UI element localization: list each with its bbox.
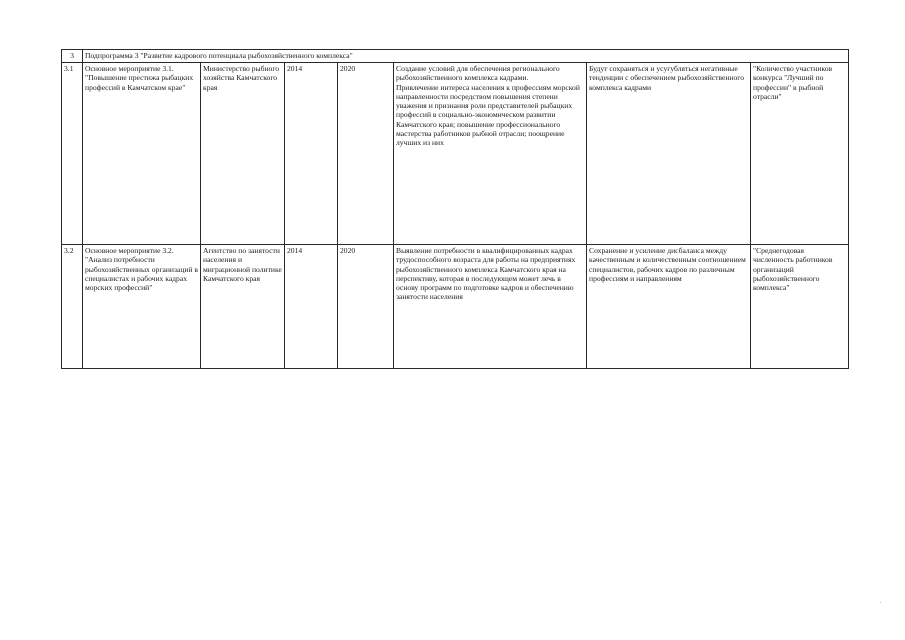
activity-text: Основное мероприятие 3.2. "Анализ потребности рыбохозяйственных организаций в специалистах и рабочих кадрах морских профессий" <box>85 246 199 292</box>
consequences-cell <box>587 245 751 369</box>
subprogram-title: Подпрограмма 3 "Развитие кадрового потенциала рыбохозяйственного комплекса" <box>83 50 849 63</box>
executor-text: Агентство по занятости населения и миграционной политике Камчатского края <box>203 246 282 283</box>
subprogram-number: 3 <box>62 50 83 63</box>
content-text: Выявление потребности в квалифицированных кадрах трудоспособного возраста для работы на предприятиях рыбохозяйственного комплекса Камчатского края на перспективу, которая в последующем может лечь в основу программ по подготовке кадров и обеспечению занятости населения <box>396 246 576 302</box>
scan-speck <box>880 602 881 603</box>
subprogram-header-row <box>62 50 849 63</box>
start-year-cell: 2014 <box>285 63 338 245</box>
indicator-text: "Среднегодовая численность работников организаций рыбохозяйственного комплекса" <box>753 246 833 292</box>
content-cell <box>394 63 587 245</box>
activity-cell <box>83 63 201 245</box>
end-year-cell: 2020 <box>338 245 394 369</box>
program-activities-table <box>61 49 849 369</box>
executor-cell <box>201 63 285 245</box>
executor-cell <box>201 245 285 369</box>
executor-text: Министерство рыбного хозяйства Камчатского края <box>203 64 280 92</box>
activity-text: Основное мероприятие 3.1. "Повышение престижа рыбацких профессий в Камчатском крае" <box>85 64 194 92</box>
consequences-text: Сохранение и усиление дисбаланса между качественным и количественным соотношением специалистов, рабочих кадров по различным профессиям и направлениям <box>589 246 746 283</box>
indicator-text: "Количество участников конкурса "Лучший по профессии" в рыбной отрасли" <box>753 64 833 101</box>
end-year-cell: 2020 <box>338 63 394 245</box>
indicator-cell <box>751 245 849 369</box>
content-text: Создание условий для обеспечения регионального рыбохозяйственного комплекса кадрами. Привлечение интереса населения к профессиям морской направленности посредством повышения степени уважения и признания роли представителей рыбацких профессий в социально-экономическом развитии Камчатского края; повышение профессионального мастерства работников рыбной отрасли; поощрение лучших из них <box>396 64 580 147</box>
start-year-cell: 2014 <box>285 245 338 369</box>
row-number: 3.2 <box>62 245 83 369</box>
consequences-text: Будут сохраняться и усугубляться негативные тенденции с обеспечением рыбохозяйственного комплекса кадрами <box>589 64 745 92</box>
row-number: 3.1 <box>62 63 83 245</box>
indicator-cell <box>751 63 849 245</box>
content-cell <box>394 245 587 369</box>
table-row <box>62 245 849 369</box>
activity-cell <box>83 245 201 369</box>
consequences-cell <box>587 63 751 245</box>
table-row <box>62 63 849 245</box>
